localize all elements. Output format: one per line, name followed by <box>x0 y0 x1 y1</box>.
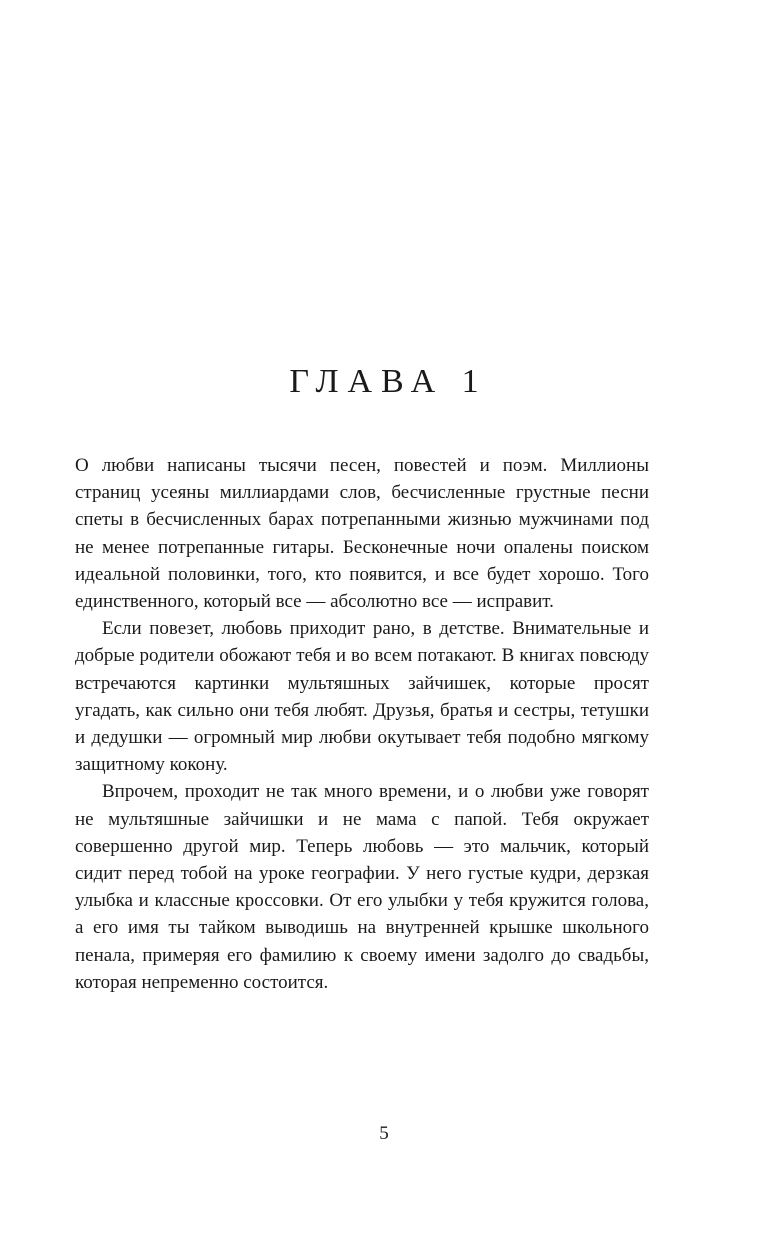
chapter-body <box>75 452 649 996</box>
chapter-title: ГЛАВА 1 <box>289 363 488 400</box>
page-number: 5 <box>379 1123 389 1144</box>
paragraph-2: Если повезет, любовь приходит рано, в детстве. Внимательные и добрые родители обожают тебя и во всем потакают. В книгах повсюду встречаются картинки мультяшных зайчишек, которые просят угадать, как сильно они тебя любят. Друзья, братья и сестры, тетушки и дедушки — огромный мир любви окутывает тебя подобно мягкому защитному кокону. <box>75 618 649 776</box>
paragraph-1: О любви написаны тысячи песен, повестей и поэм. Миллионы страниц усеяны миллиардами слов, бесчисленные грустные песни спеты в бесчисленных барах потрепанными жизнью мужчинами под не менее потрепанные гитары. Бесконечные ночи опалены поиском идеальной половинки, того, кто появится, и все будет хорошо. Того единственного, который все — абсолютно все — исправит. <box>75 455 649 613</box>
paragraph-3: Впрочем, проходит не так много времени, и о любви уже говорят не мультяшные зайчишки и не мама с папой. Тебя окружает совершенно другой мир. Теперь любовь — это мальчик, который сидит перед тобой на уроке географии. У него густые кудри, дерзкая улыбка и классные кроссовки. От его улыбки у тебя кружится голова, а его имя ты тайком выводишь на внутренней крышке школьного пенала, примеряя его фамилию к своему имени задолго до свадьбы, которая непременно состоится. <box>75 781 649 993</box>
